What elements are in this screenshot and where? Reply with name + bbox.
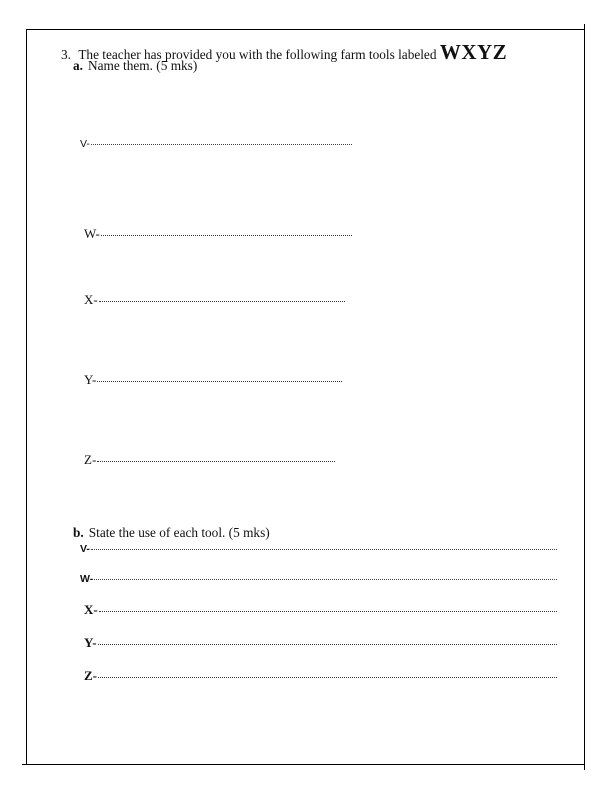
part-a-letter: a. bbox=[73, 58, 83, 73]
answer-blank[interactable] bbox=[94, 578, 557, 580]
part-b-heading bbox=[73, 525, 270, 541]
answer-label: Y- bbox=[84, 635, 97, 650]
answer-blank[interactable] bbox=[101, 234, 352, 236]
answer-blank[interactable] bbox=[99, 610, 557, 612]
part-b-answer-v[interactable] bbox=[80, 543, 557, 555]
part-a-instruction: Name them. (5 mks) bbox=[87, 58, 198, 73]
part-b-answer-w[interactable] bbox=[80, 573, 557, 585]
part-a-answer-v[interactable] bbox=[80, 138, 352, 150]
answer-label: Z- bbox=[84, 452, 97, 467]
border-tick-top-right bbox=[584, 24, 585, 30]
answer-label: V- bbox=[80, 543, 90, 555]
answer-blank[interactable] bbox=[91, 143, 352, 145]
answer-blank[interactable] bbox=[98, 676, 557, 678]
answer-label: X- bbox=[84, 602, 98, 617]
answer-label: Y- bbox=[84, 372, 97, 387]
answer-label: W- bbox=[84, 226, 100, 241]
part-a-heading bbox=[73, 58, 197, 74]
part-b-answer-y[interactable] bbox=[84, 635, 557, 651]
border-tick-bottom-left bbox=[22, 764, 27, 765]
answer-blank[interactable] bbox=[99, 300, 345, 302]
question-number: 3. bbox=[61, 47, 71, 62]
answer-blank[interactable] bbox=[91, 548, 557, 550]
question-prompt: The teacher has provided you with the following farm tools labeled bbox=[78, 47, 440, 62]
answer-blank[interactable] bbox=[97, 460, 335, 462]
part-b-instruction: State the use of each tool. (5 mks) bbox=[88, 525, 270, 540]
part-a-answer-w[interactable] bbox=[84, 226, 352, 242]
part-b-answer-z[interactable] bbox=[84, 668, 557, 684]
part-a-answer-y[interactable] bbox=[84, 372, 342, 388]
part-a-answer-x[interactable] bbox=[84, 292, 345, 308]
answer-label: Z- bbox=[84, 668, 97, 683]
answer-label: W- bbox=[80, 573, 94, 585]
part-b-answer-x[interactable] bbox=[84, 602, 557, 618]
tool-labels: WXYZ bbox=[439, 40, 508, 64]
answer-label: X- bbox=[84, 292, 98, 307]
border-tick-bottom-right bbox=[584, 765, 585, 770]
part-a-answer-z[interactable] bbox=[84, 452, 335, 468]
answer-label: V- bbox=[80, 138, 90, 150]
answer-blank[interactable] bbox=[97, 380, 342, 382]
part-b-letter: b. bbox=[73, 525, 84, 540]
answer-blank[interactable] bbox=[98, 643, 557, 645]
